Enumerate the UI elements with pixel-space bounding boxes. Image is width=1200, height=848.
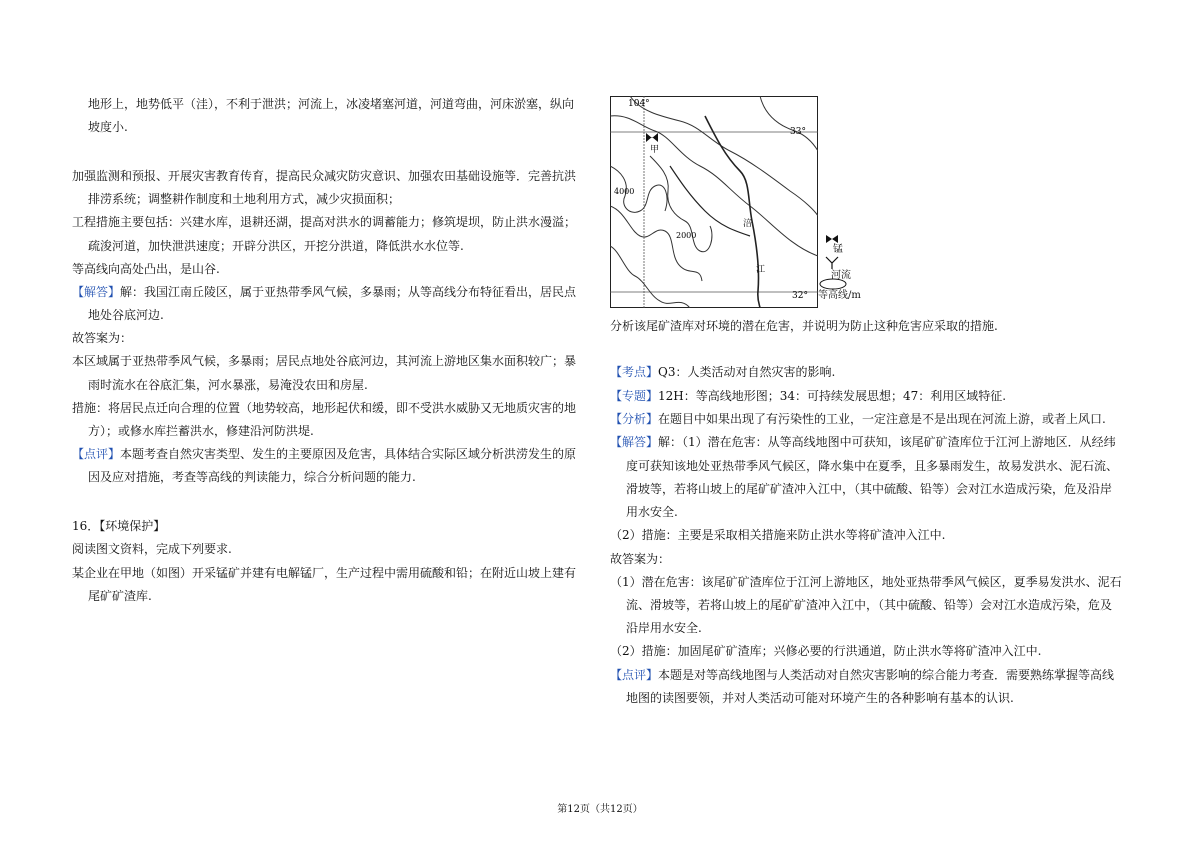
text-line: 尾矿矿渣库. [88,589,152,603]
river-name-1: 涪 [743,219,753,229]
legend-mine-label: 锰 [833,244,843,255]
text-line: 雨时流水在谷底汇集，河水暴涨，易淹没农田和房屋. [88,378,368,392]
text-line: 因及应对措施，考查等高线的判读能力，综合分析问题的能力. [88,470,416,484]
jieda-tag: 【解答】 [610,435,659,449]
lat-bottom-label: 32° [792,291,808,301]
text-line: 地图的读图要领，并对人类活动可能对环境产生的各种影响有基本的认识. [626,691,1014,705]
text-line: 本区域属于亚热带季风气候，多暴雨；居民点地处谷底河边，其河流上游地区集水面积较广；暴 [72,354,577,368]
river-legend-icon [825,256,839,270]
text-line: 措施：将居民点迁向合理的位置（地势较高，地形起伏和缓，即不受洪水威胁又无地质灾害的地 [72,401,577,415]
text-line: （1）潜在危害：该尾矿矿渣库位于江河上游地区，地处亚热带季风气候区，夏季易发洪水、泥石 [610,575,1122,589]
legend-contour-label: 等高线/m [818,290,861,301]
comment-tag: 【点评】 [72,447,121,461]
jieda-line [610,434,1116,450]
text-line: 解：我国江南丘陵区，属于亚热带季风气候，多暴雨；从等高线分布特征看出，居民点 [120,285,577,299]
text-line: 用水安全. [626,505,678,519]
zhuanti-tag: 【专题】 [610,389,659,403]
fenxi-line [610,411,1106,427]
zhuanti-line [610,388,1006,404]
text-line: 度可获知该地处亚热带季风气候区，降水集中在夏季，且多暴雨发生，故易发洪水、泥石流、 [626,459,1119,473]
text-line: 等高线向高处凸出，是山谷. [72,262,220,276]
dianping-tag: 【点评】 [610,668,659,682]
site-label: 甲 [650,145,660,155]
text-line: 疏浚河道，加快泄洪速度；开辟分洪区，开挖分洪道，降低洪水水位等. [88,239,464,253]
legend-contour [818,278,861,302]
text-line: 滑坡等，若将山坡上的尾矿矿渣冲入江中，（其中硫酸、铅等）会对江水造成污染，危及沿岸 [626,482,1113,496]
text-line: 坡度小. [88,120,128,134]
lon-label: 104° [628,99,650,109]
text-line: 故答案为： [72,331,133,345]
text-line: 本题是对等高线地图与人类活动对自然灾害影响的综合能力考查．需要熟练掌握等高线 [658,668,1115,682]
text-line: （2）措施：加固尾矿矿渣库；兴修必要的行洪通道，防止洪水等将矿渣冲入江中. [610,644,1042,658]
mine-legend-icon [825,234,839,244]
contour-legend-icon [818,278,848,290]
text-line: 流、滑坡等，若将山坡上的尾矿矿渣冲入江中，（其中硫酸、铅等）会对江水造成污染，危及 [626,598,1113,612]
text-line: 解：（1）潜在危害：从等高线地图中可获知，该尾矿矿渣库位于江河上游地区．从经纬 [658,435,1116,449]
river-name-2: 江 [756,265,766,275]
text-line: 阅读图文资料，完成下列要求. [72,542,232,556]
text-line: 故答案为： [610,552,671,566]
text-line: 某企业在甲地（如图）开采锰矿并建有电解锰厂，生产过程中需用硫酸和铅；在附近山坡上建有 [72,566,577,580]
contour-label-4000: 4000 [614,187,635,196]
legend-river-label: 河流 [831,270,851,281]
text-line: 方）；或修水库拦蓄洪水，修建沿河防洪堤. [88,424,314,438]
comment-line [72,446,576,462]
kaodian-tag: 【考点】 [610,365,659,379]
text-line: 在题目中如果出现了有污染性的工业，一定注意是不是出现在河流上游，或者上风口. [658,412,1106,426]
question-heading: 16．【环境保护】 [72,519,166,533]
text-line: 12H：等高线地形图；34：可持续发展思想；47：利用区域特征. [658,389,1007,403]
contour-label-2000: 2000 [676,231,697,240]
text-line: 本题考查自然灾害类型、发生的主要原因及危害，具体结合实际区域分析洪涝发生的原 [120,447,577,461]
page-footer: 第12页（共12页） [557,804,643,815]
text-line: 加强监测和预报、开展灾害教育传育，提高民众减灾防灾意识、加强农田基础设施等．完善抗洪 [72,169,577,183]
text-line: 地处谷底河边. [88,308,164,322]
legend-mine [825,234,843,256]
text-line: 工程措施主要包括：兴建水库，退耕还湖，提高对洪水的调蓄能力；修筑堤坝，防止洪水漫溢； [72,215,577,229]
text-line: 沿岸用水安全. [626,621,702,635]
fenxi-tag: 【分析】 [610,412,659,426]
kaodian-line [610,364,835,380]
text-line: Q3：人类活动对自然灾害的影响. [658,365,836,379]
lat-top-label: 33° [790,127,806,137]
text-line: （2）措施：主要是采取相关措施来防止洪水等将矿渣冲入江中. [610,528,946,542]
answer-line [72,284,576,300]
text-line: 地形上，地势低平（洼），不利于泄洪；河流上，冰凌堵塞河道，河道弯曲，河床淤塞，纵向 [88,97,575,111]
answer-tag: 【解答】 [72,285,121,299]
contour-map [610,96,861,308]
contour-map-svg [610,96,818,308]
dianping-line [610,667,1114,683]
text-line: 分析该尾矿渣库对环境的潜在危害，并说明为防止这种危害应采取的措施. [610,319,998,333]
text-line: 排涝系统；调整耕作制度和土地利用方式，减少灾损面积； [88,192,401,206]
